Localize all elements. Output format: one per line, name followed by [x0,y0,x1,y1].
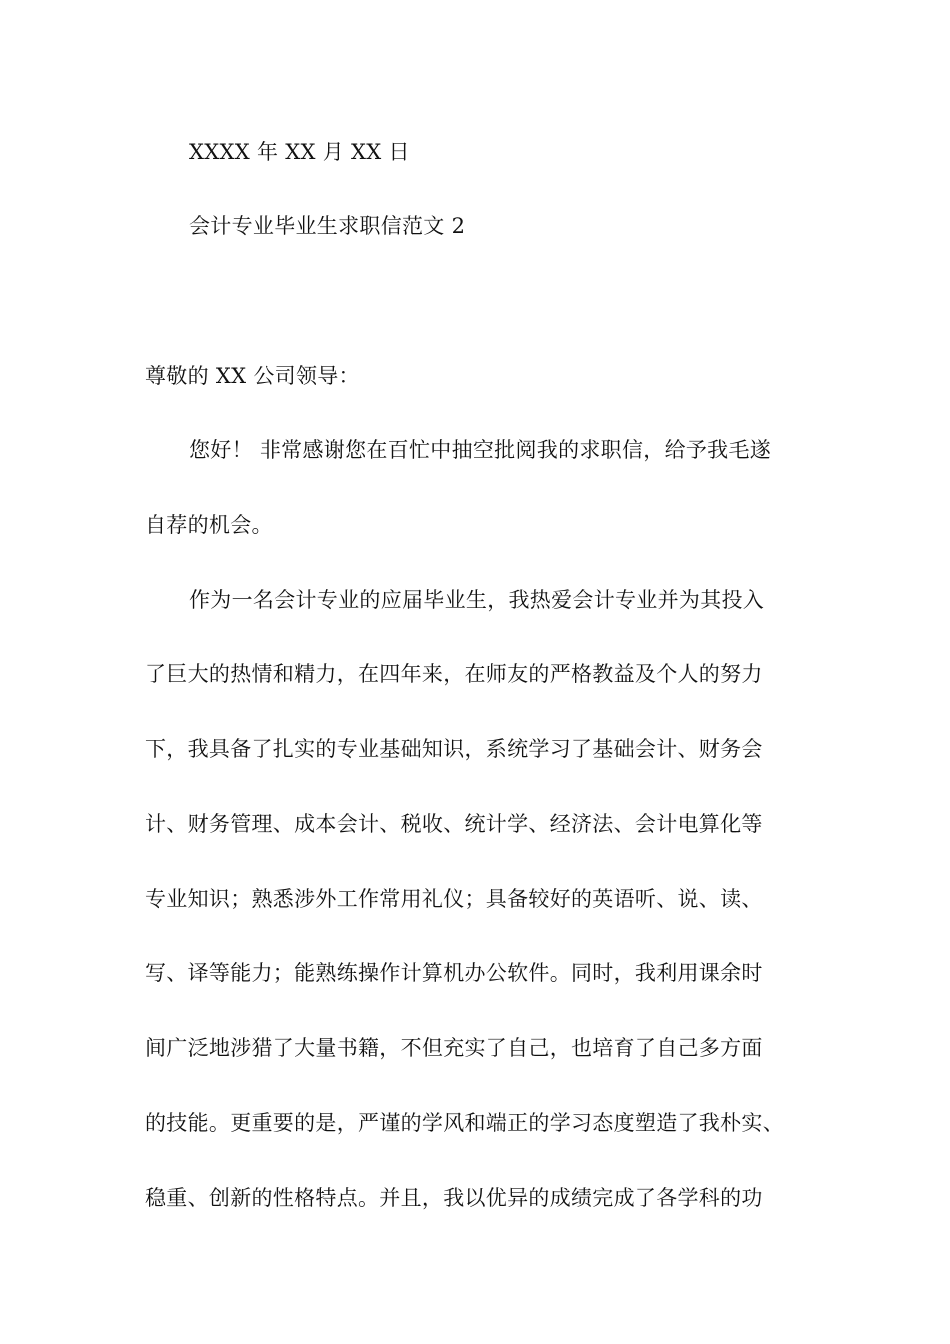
body-line: 间广泛地涉猎了大量书籍，不但充实了自己，也培育了自己多方面 [145,1036,763,1060]
body-line: 了巨大的热情和精力，在四年来，在师友的严格教益及个人的努力 [145,662,763,686]
body-line: 专业知识；熟悉涉外工作常用礼仪；具备较好的英语听、说、读、 [145,887,763,911]
body-line: 的技能。更重要的是，严谨的学风和端正的学习态度塑造了我朴实、 [145,1111,784,1135]
body-line: 稳重、创新的性格特点。并且，我以优异的成绩完成了各学科的功 [145,1186,763,1210]
body-line: 下，我具备了扎实的专业基础知识，系统学习了基础会计、财务会 [145,737,763,761]
body-line: 您好！ 非常感谢您在百忙中抽空批阅我的求职信，给予我毛遂 [189,438,772,462]
body-line: 计、财务管理、成本会计、税收、统计学、经济法、会计电算化等 [145,812,763,836]
letter-title: 会计专业毕业生求职信范文 2 [189,214,466,238]
body-line: 自荐的机会。 [145,513,273,537]
body-line: 写、译等能力；能熟练操作计算机办公软件。同时，我利用课余时 [145,961,763,985]
body-line: 作为一名会计专业的应届毕业生，我热爱会计专业并为其投入 [189,588,765,612]
letter-salutation: 尊敬的 XX 公司领导： [145,364,360,388]
letter-date: XXXX 年 XX 月 XX 日 [189,140,410,164]
